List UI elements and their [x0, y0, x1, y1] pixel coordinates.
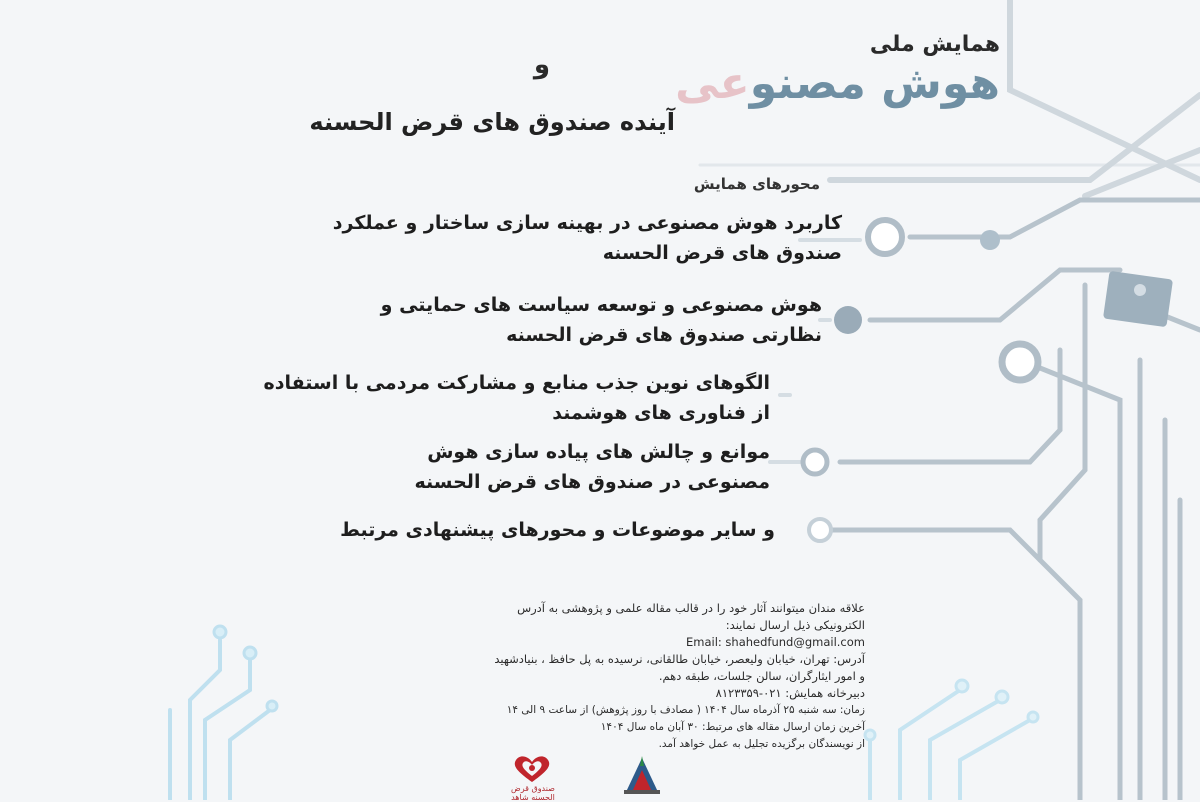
axes-heading: محورهای همایش — [693, 175, 820, 193]
award-note: از نویسندگان برگزیده تجلیل به عمل خواهد آمد. — [658, 738, 865, 750]
axis-item-line: صندوق های قرض الحسنه — [602, 242, 842, 264]
axis-item — [242, 208, 842, 268]
conference-subtitle: آینده صندوق های قرض الحسنه — [309, 108, 675, 136]
axis-item-line: و سایر موضوعات و محورهای پیشنهادی مرتبط — [340, 519, 775, 541]
axis-item-line: نظارتی صندوق های قرض الحسنه — [506, 324, 822, 346]
heart-fund-logo-caption: صندوق قرض الحسنه شاهد — [511, 784, 555, 802]
info-line: علاقه مندان میتوانند آثار خود را در قالب مقاله علمی و پژوهشی به آدرس — [517, 601, 865, 615]
conference-label: همایش ملی — [869, 32, 1000, 57]
axis-item-line: مصنوعی در صندوق های قرض الحسنه — [414, 471, 770, 493]
axis-item-line: الگوهای نوین جذب منابع و مشارکت مردمی با استفاده — [263, 372, 770, 394]
axis-item-line: کاربرد هوش مصنوعی در بهینه سازی ساختار و عملکرد — [332, 212, 842, 234]
axis-item-line: موانع و چالش های پیاده سازی هوش — [427, 441, 770, 463]
address-line: آدرس: تهران، خیابان ولیعصر، خیابان طالقانی، نرسیده به پل حافظ ، بنیادشهید — [494, 652, 865, 666]
address-line: و امور ایثارگران، سالن جلسات، طبقه دهم. — [658, 669, 865, 683]
axis-item-line: هوش مصنوعی و توسعه سیاست های حمایتی و — [380, 294, 822, 316]
title-conjunction: و — [533, 50, 550, 80]
axis-item — [175, 515, 775, 545]
axis-item — [210, 368, 770, 428]
submission-deadline: آخرین زمان ارسال مقاله های مرتبط: ۳۰ آبان ماه سال ۱۴۰۴ — [600, 721, 865, 733]
conference-title-ai — [675, 60, 1000, 108]
title-part-1: هوش مصنو — [749, 58, 1000, 109]
contact-email: Email: shahedfund@gmail.com — [685, 635, 865, 649]
axis-item-line: از فناوری های هوشمند — [552, 402, 770, 424]
event-time: زمان: سه شنبه ۲۵ آذرماه سال ۱۴۰۴ ( مصادف با روز پژوهش) از ساعت ۹ الی ۱۴ — [506, 704, 865, 716]
submission-info — [265, 600, 865, 753]
title-part-2: عی — [675, 58, 750, 109]
secretariat-phone: دبیرخانه همایش: ۰۲۱-۸۱۲۳۳۵۹ — [715, 686, 865, 700]
axis-item — [222, 290, 822, 350]
info-line: الکترونیکی ذیل ارسال نمایند: — [725, 618, 865, 632]
axis-item — [250, 437, 770, 497]
martyr-foundation-logo-icon — [618, 752, 666, 796]
